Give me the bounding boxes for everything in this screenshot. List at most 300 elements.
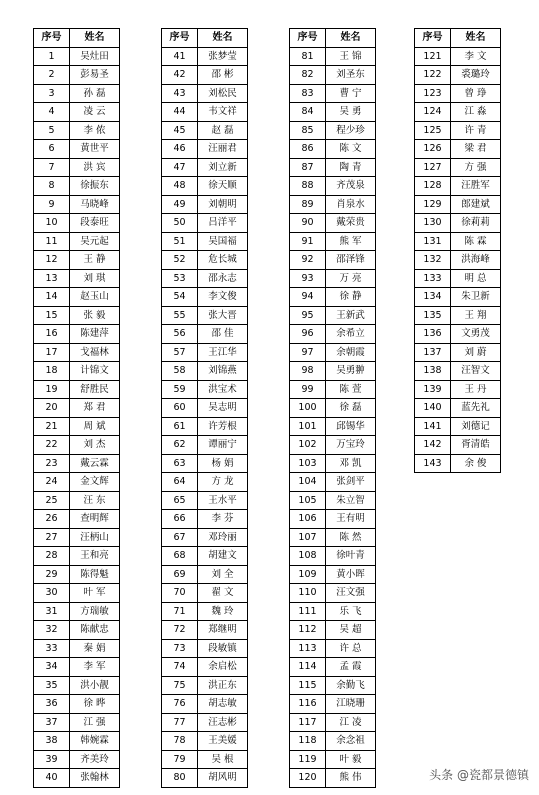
row-number: 26	[34, 510, 70, 529]
row-number: 43	[162, 84, 198, 103]
person-name: 曾 琤	[451, 84, 501, 103]
person-name: 裘璐玲	[451, 66, 501, 85]
row-number: 120	[290, 769, 326, 788]
row-number: 107	[290, 528, 326, 547]
row-number: 88	[290, 177, 326, 196]
person-name: 徐 磊	[326, 399, 376, 418]
person-name: 王和亮	[70, 547, 120, 566]
row-number: 29	[34, 565, 70, 584]
person-name: 吴 勇	[326, 103, 376, 122]
table-row	[290, 621, 376, 640]
table-row	[415, 399, 501, 418]
row-number: 8	[34, 177, 70, 196]
person-name: 王 锦	[326, 47, 376, 66]
table-row	[415, 325, 501, 344]
row-number: 100	[290, 399, 326, 418]
row-number: 97	[290, 343, 326, 362]
person-name: 洪海峰	[451, 251, 501, 270]
person-name: 王新武	[326, 306, 376, 325]
person-name: 汪 东	[70, 491, 120, 510]
person-name: 汪志彬	[198, 713, 248, 732]
row-number: 19	[34, 380, 70, 399]
table-row	[290, 380, 376, 399]
person-name: 赵玉山	[70, 288, 120, 307]
table-row	[290, 547, 376, 566]
row-number: 81	[290, 47, 326, 66]
person-name: 刘 全	[198, 565, 248, 584]
table-row	[34, 769, 120, 788]
person-name: 余勤飞	[326, 676, 376, 695]
table-row	[290, 565, 376, 584]
person-name: 许 青	[451, 121, 501, 140]
table-row	[415, 288, 501, 307]
column-header-number: 序号	[415, 29, 451, 48]
table-row	[290, 473, 376, 492]
person-name: 孙 磊	[70, 84, 120, 103]
row-number: 52	[162, 251, 198, 270]
table-row	[34, 639, 120, 658]
table-row	[34, 454, 120, 473]
person-name: 查明辉	[70, 510, 120, 529]
table-row	[34, 417, 120, 436]
person-name: 戴荣贵	[326, 214, 376, 233]
person-name: 许芳根	[198, 417, 248, 436]
row-number: 21	[34, 417, 70, 436]
person-name: 洪正东	[198, 676, 248, 695]
table-row	[162, 399, 248, 418]
row-number: 135	[415, 306, 451, 325]
person-name: 汪丽君	[198, 140, 248, 159]
table-row	[34, 103, 120, 122]
roster-table-2	[161, 28, 248, 788]
row-number: 133	[415, 269, 451, 288]
row-number: 95	[290, 306, 326, 325]
person-name: 王 丹	[451, 380, 501, 399]
column-header-name: 姓名	[451, 29, 501, 48]
table-row	[162, 676, 248, 695]
row-number: 12	[34, 251, 70, 270]
column-header-name: 姓名	[70, 29, 120, 48]
row-number: 86	[290, 140, 326, 159]
person-name: 邵 彬	[198, 66, 248, 85]
row-number: 11	[34, 232, 70, 251]
person-name: 王 静	[70, 251, 120, 270]
person-name: 洪小靓	[70, 676, 120, 695]
person-name: 凌 云	[70, 103, 120, 122]
row-number: 90	[290, 214, 326, 233]
person-name: 李文俊	[198, 288, 248, 307]
person-name: 刘松民	[198, 84, 248, 103]
row-number: 69	[162, 565, 198, 584]
table-row	[162, 732, 248, 751]
table-row	[34, 528, 120, 547]
table-row	[34, 547, 120, 566]
row-number: 71	[162, 602, 198, 621]
person-name: 江 凌	[326, 713, 376, 732]
table-row	[34, 473, 120, 492]
table-row	[415, 417, 501, 436]
person-name: 黄世平	[70, 140, 120, 159]
table-row	[34, 288, 120, 307]
table-row	[34, 84, 120, 103]
row-number: 73	[162, 639, 198, 658]
table-row	[34, 436, 120, 455]
person-name: 徐叶青	[326, 547, 376, 566]
person-name: 方瑞敏	[70, 602, 120, 621]
person-name: 翟 文	[198, 584, 248, 603]
person-name: 王 翔	[451, 306, 501, 325]
row-number: 84	[290, 103, 326, 122]
person-name: 李 芬	[198, 510, 248, 529]
person-name: 江 强	[70, 713, 120, 732]
column-header-number: 序号	[290, 29, 326, 48]
table-row	[162, 362, 248, 381]
person-name: 黄小晖	[326, 565, 376, 584]
row-number: 130	[415, 214, 451, 233]
table-row	[162, 769, 248, 788]
row-number: 62	[162, 436, 198, 455]
person-name: 陈建萍	[70, 325, 120, 344]
row-number: 80	[162, 769, 198, 788]
person-name: 朱立智	[326, 491, 376, 510]
watermark: 头条 @瓷都景德镇	[429, 768, 529, 782]
row-number: 122	[415, 66, 451, 85]
row-number: 83	[290, 84, 326, 103]
table-row	[34, 66, 120, 85]
row-number: 75	[162, 676, 198, 695]
row-number: 108	[290, 547, 326, 566]
person-name: 熊 军	[326, 232, 376, 251]
person-name: 刘 琪	[70, 269, 120, 288]
person-name: 邵泽锋	[326, 251, 376, 270]
row-number: 101	[290, 417, 326, 436]
table-row	[162, 177, 248, 196]
person-name: 刘朝明	[198, 195, 248, 214]
table-row	[290, 769, 376, 788]
person-name: 文勇茂	[451, 325, 501, 344]
person-name: 吴 超	[326, 621, 376, 640]
table-row	[34, 510, 120, 529]
row-number: 42	[162, 66, 198, 85]
table-row	[415, 121, 501, 140]
person-name: 李 军	[70, 658, 120, 677]
row-number: 39	[34, 750, 70, 769]
row-number: 138	[415, 362, 451, 381]
table-row	[162, 47, 248, 66]
table-row	[290, 343, 376, 362]
row-number: 59	[162, 380, 198, 399]
person-name: 肖泉水	[326, 195, 376, 214]
table-row	[34, 251, 120, 270]
row-number: 74	[162, 658, 198, 677]
row-number: 9	[34, 195, 70, 214]
table-row	[290, 158, 376, 177]
table-row	[34, 158, 120, 177]
person-name: 余念祖	[326, 732, 376, 751]
table-row	[290, 177, 376, 196]
person-name: 许 总	[326, 639, 376, 658]
table-row	[34, 658, 120, 677]
column-header-number: 序号	[162, 29, 198, 48]
person-name: 刘立新	[198, 158, 248, 177]
person-name: 曹 宁	[326, 84, 376, 103]
row-number: 87	[290, 158, 326, 177]
row-number: 51	[162, 232, 198, 251]
row-number: 34	[34, 658, 70, 677]
row-number: 98	[290, 362, 326, 381]
row-number: 110	[290, 584, 326, 603]
row-number: 25	[34, 491, 70, 510]
row-number: 45	[162, 121, 198, 140]
table-row	[290, 84, 376, 103]
person-name: 蓝先礼	[451, 399, 501, 418]
table-row	[34, 140, 120, 159]
row-number: 64	[162, 473, 198, 492]
table-row	[162, 528, 248, 547]
row-number: 139	[415, 380, 451, 399]
table-row	[290, 639, 376, 658]
table-row	[34, 195, 120, 214]
roster-table-4	[414, 28, 501, 473]
table-row	[162, 658, 248, 677]
table-row	[162, 621, 248, 640]
table-row	[34, 732, 120, 751]
person-name: 陈献忠	[70, 621, 120, 640]
header-row	[34, 29, 120, 48]
row-number: 50	[162, 214, 198, 233]
table-row	[415, 232, 501, 251]
person-name: 汪柄山	[70, 528, 120, 547]
row-number: 111	[290, 602, 326, 621]
row-number: 121	[415, 47, 451, 66]
header-row	[162, 29, 248, 48]
table-row	[290, 214, 376, 233]
person-name: 吴元起	[70, 232, 120, 251]
row-number: 72	[162, 621, 198, 640]
row-number: 92	[290, 251, 326, 270]
table-row	[290, 325, 376, 344]
person-name: 刘圣东	[326, 66, 376, 85]
row-number: 131	[415, 232, 451, 251]
table-row	[162, 417, 248, 436]
row-number: 134	[415, 288, 451, 307]
row-number: 109	[290, 565, 326, 584]
table-row	[34, 214, 120, 233]
row-number: 124	[415, 103, 451, 122]
table-row	[290, 195, 376, 214]
row-number: 114	[290, 658, 326, 677]
row-number: 23	[34, 454, 70, 473]
person-name: 万 亮	[326, 269, 376, 288]
table-row	[415, 269, 501, 288]
row-number: 96	[290, 325, 326, 344]
table-row	[415, 103, 501, 122]
table-row	[290, 232, 376, 251]
person-name: 叶 军	[70, 584, 120, 603]
person-name: 万宝玲	[326, 436, 376, 455]
person-name: 徐天顺	[198, 177, 248, 196]
person-name: 程少珍	[326, 121, 376, 140]
person-name: 郑继明	[198, 621, 248, 640]
table-row	[290, 732, 376, 751]
row-number: 132	[415, 251, 451, 270]
person-name: 江 淼	[451, 103, 501, 122]
person-name: 韦文祥	[198, 103, 248, 122]
row-number: 27	[34, 528, 70, 547]
row-number: 136	[415, 325, 451, 344]
table-row	[162, 158, 248, 177]
row-number: 119	[290, 750, 326, 769]
person-name: 邵 佳	[198, 325, 248, 344]
person-name: 郑 君	[70, 399, 120, 418]
person-name: 秦 娟	[70, 639, 120, 658]
column-header-name: 姓名	[198, 29, 248, 48]
table-row	[290, 602, 376, 621]
table-row	[162, 232, 248, 251]
table-row	[290, 436, 376, 455]
table-row	[415, 177, 501, 196]
table-row	[290, 399, 376, 418]
person-name: 乐 飞	[326, 602, 376, 621]
person-name: 刘 杰	[70, 436, 120, 455]
table-row	[34, 491, 120, 510]
person-name: 熊 伟	[326, 769, 376, 788]
person-name: 段敏镇	[198, 639, 248, 658]
person-name: 陈 然	[326, 528, 376, 547]
table-row	[162, 306, 248, 325]
person-name: 江晓珊	[326, 695, 376, 714]
table-row	[34, 584, 120, 603]
table-row	[34, 47, 120, 66]
row-number: 58	[162, 362, 198, 381]
table-row	[162, 103, 248, 122]
table-row	[34, 269, 120, 288]
row-number: 106	[290, 510, 326, 529]
person-name: 戴云霖	[70, 454, 120, 473]
table-row	[34, 565, 120, 584]
person-name: 刘 蔚	[451, 343, 501, 362]
person-name: 王有明	[326, 510, 376, 529]
table-row	[290, 66, 376, 85]
person-name: 余 俊	[451, 454, 501, 473]
row-number: 55	[162, 306, 198, 325]
row-number: 38	[34, 732, 70, 751]
person-name: 陈 文	[326, 140, 376, 159]
table-row	[415, 47, 501, 66]
table-row	[415, 84, 501, 103]
header-row	[290, 29, 376, 48]
table-row	[162, 565, 248, 584]
row-number: 70	[162, 584, 198, 603]
row-number: 16	[34, 325, 70, 344]
person-name: 韩婉霖	[70, 732, 120, 751]
table-row	[162, 269, 248, 288]
table-row	[34, 602, 120, 621]
row-number: 82	[290, 66, 326, 85]
table-row	[162, 510, 248, 529]
table-row	[290, 121, 376, 140]
person-name: 陶 青	[326, 158, 376, 177]
row-number: 10	[34, 214, 70, 233]
row-number: 91	[290, 232, 326, 251]
table-row	[162, 713, 248, 732]
table-row	[415, 436, 501, 455]
person-name: 谭丽宁	[198, 436, 248, 455]
person-name: 徐 静	[326, 288, 376, 307]
person-name: 胡风明	[198, 769, 248, 788]
table-row	[290, 288, 376, 307]
table-row	[162, 343, 248, 362]
table-row	[415, 380, 501, 399]
header-row	[415, 29, 501, 48]
person-name: 洪宝术	[198, 380, 248, 399]
table-row	[290, 491, 376, 510]
table-row	[34, 325, 120, 344]
row-number: 18	[34, 362, 70, 381]
person-name: 危长城	[198, 251, 248, 270]
person-name: 叶 毅	[326, 750, 376, 769]
person-name: 刘锦燕	[198, 362, 248, 381]
table-row	[162, 584, 248, 603]
table-row	[290, 676, 376, 695]
person-name: 胡建文	[198, 547, 248, 566]
roster-table-3	[289, 28, 376, 788]
person-name: 徐振东	[70, 177, 120, 196]
person-name: 王水平	[198, 491, 248, 510]
row-number: 118	[290, 732, 326, 751]
person-name: 计锦文	[70, 362, 120, 381]
row-number: 24	[34, 473, 70, 492]
row-number: 128	[415, 177, 451, 196]
person-name: 邱锡华	[326, 417, 376, 436]
row-number: 60	[162, 399, 198, 418]
person-name: 段泰旺	[70, 214, 120, 233]
row-number: 48	[162, 177, 198, 196]
table-row	[162, 84, 248, 103]
row-number: 20	[34, 399, 70, 418]
person-name: 吕洋平	[198, 214, 248, 233]
row-number: 46	[162, 140, 198, 159]
table-row	[415, 454, 501, 473]
row-number: 53	[162, 269, 198, 288]
row-number: 4	[34, 103, 70, 122]
table-row	[290, 417, 376, 436]
row-number: 68	[162, 547, 198, 566]
person-name: 郎建斌	[451, 195, 501, 214]
table-row	[290, 251, 376, 270]
person-name: 陈 萱	[326, 380, 376, 399]
table-row	[415, 251, 501, 270]
row-number: 116	[290, 695, 326, 714]
person-name: 邓玲丽	[198, 528, 248, 547]
row-number: 89	[290, 195, 326, 214]
row-number: 125	[415, 121, 451, 140]
row-number: 13	[34, 269, 70, 288]
row-number: 113	[290, 639, 326, 658]
roster-table-1	[33, 28, 120, 788]
person-name: 吴国福	[198, 232, 248, 251]
row-number: 14	[34, 288, 70, 307]
person-name: 吴勇翀	[326, 362, 376, 381]
row-number: 17	[34, 343, 70, 362]
row-number: 33	[34, 639, 70, 658]
person-name: 胥清皓	[451, 436, 501, 455]
table-row	[34, 695, 120, 714]
row-number: 103	[290, 454, 326, 473]
person-name: 赵 磊	[198, 121, 248, 140]
person-name: 余希立	[326, 325, 376, 344]
table-row	[34, 177, 120, 196]
